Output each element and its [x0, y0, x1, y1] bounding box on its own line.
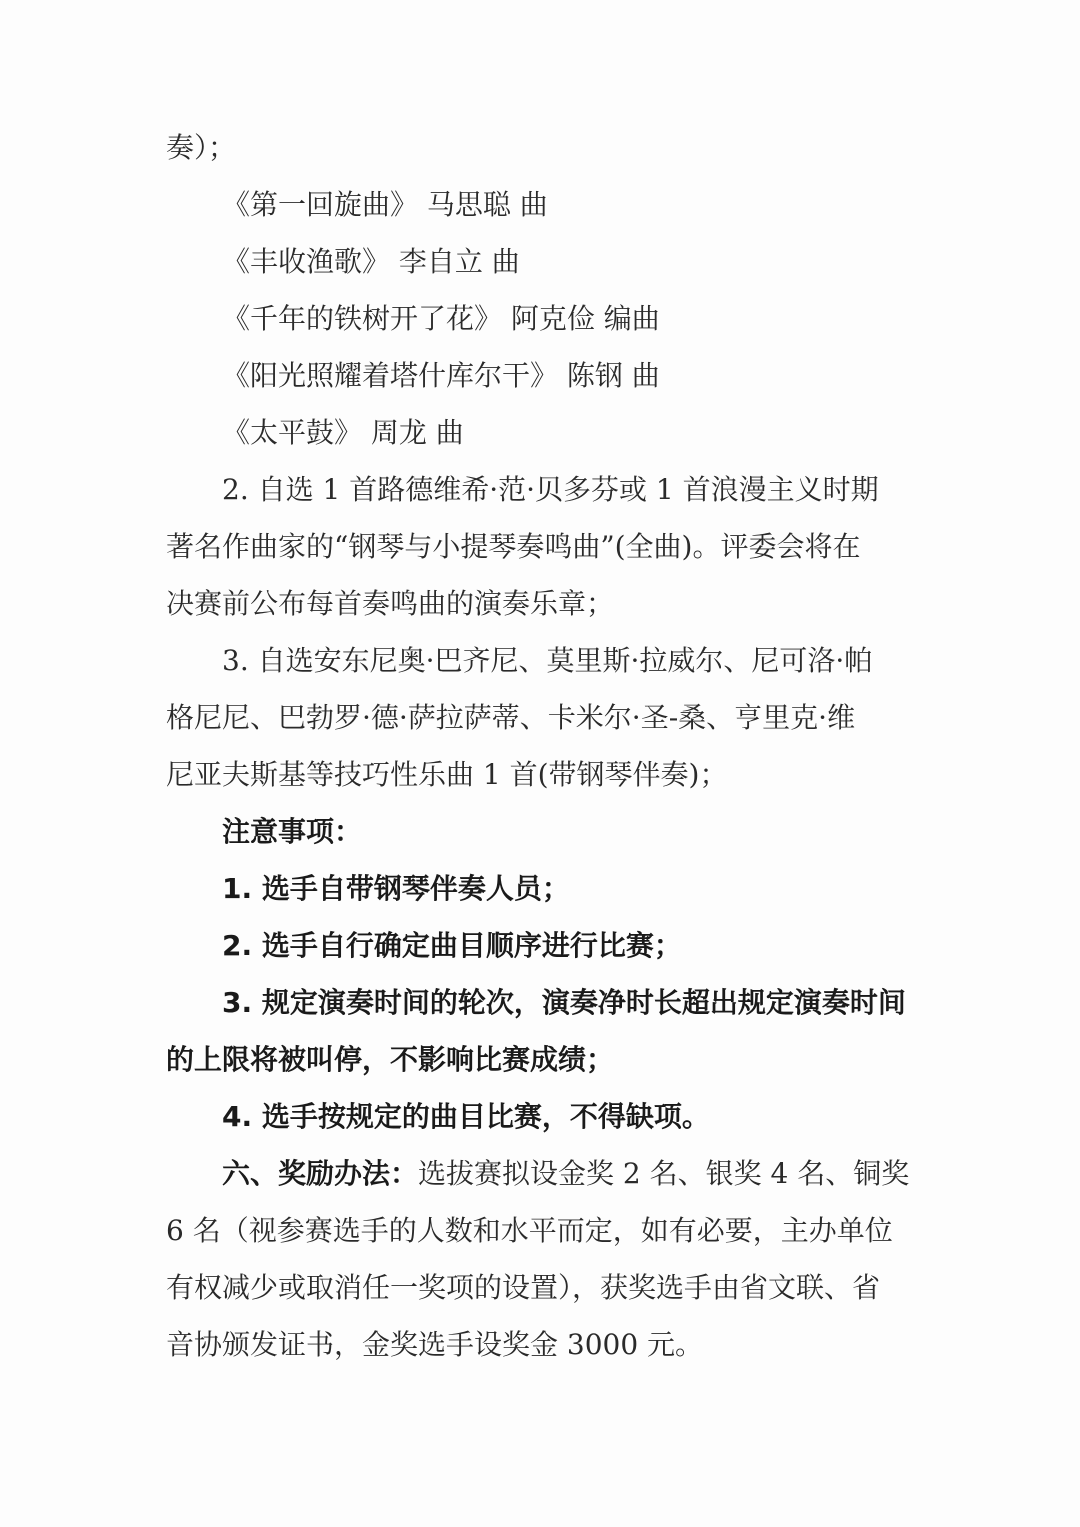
notes-title: 注意事项： [222, 815, 363, 848]
note-item: 的上限将被叫停，不影响比赛成绩； [166, 1043, 615, 1076]
item3-line: 尼亚夫斯基等技巧性乐曲 1 首(带钢琴伴奏)； [166, 758, 728, 791]
awards-first-line [222, 1156, 909, 1192]
awards-line: 6 名（视参赛选手的人数和水平而定，如有必要，主办单位 [166, 1214, 893, 1247]
awards-line: 音协颁发证书，金奖选手设奖金 3000 元。 [166, 1328, 704, 1361]
awards-label: 六、奖励办法： [222, 1157, 419, 1190]
item3-line: 3. 自选安东尼奥·巴齐尼、莫里斯·拉威尔、尼可洛·帕 [222, 644, 873, 677]
note-item: 3. 规定演奏时间的轮次，演奏净时长超出规定演奏时间 [222, 986, 906, 1019]
note-item: 2. 选手自行确定曲目顺序进行比赛； [222, 929, 682, 962]
item2-line: 决赛前公布每首奏鸣曲的演奏乐章； [166, 587, 615, 620]
awards-first-line-text: 选拔赛拟设金奖 2 名、银奖 4 名、铜奖 [418, 1157, 910, 1190]
note-item: 1. 选手自带钢琴伴奏人员； [222, 872, 570, 905]
piece-line: 《太平鼓》 周龙 曲 [222, 416, 464, 449]
item2-line: 2. 自选 1 首路德维希·范·贝多芬或 1 首浪漫主义时期 [222, 473, 879, 506]
piece-line: 《千年的铁树开了花》 阿克俭 编曲 [222, 302, 660, 335]
piece-line: 《丰收渔歌》 李自立 曲 [222, 245, 520, 278]
piece-line: 《第一回旋曲》 马思聪 曲 [222, 188, 548, 221]
note-item: 4. 选手按规定的曲目比赛，不得缺项。 [222, 1100, 710, 1133]
awards-line: 有权减少或取消任一奖项的设置），获奖选手由省文联、省 [166, 1271, 881, 1304]
item2-line: 著名作曲家的“钢琴与小提琴奏鸣曲”(全曲)。评委会将在 [166, 530, 861, 563]
piece-line: 《阳光照耀着塔什库尔干》 陈钢 曲 [222, 359, 660, 392]
item3-line: 格尼尼、巴勃罗·德·萨拉萨蒂、卡米尔·圣-桑、亨里克·维 [166, 701, 856, 734]
continuation-line: 奏）； [166, 131, 237, 164]
